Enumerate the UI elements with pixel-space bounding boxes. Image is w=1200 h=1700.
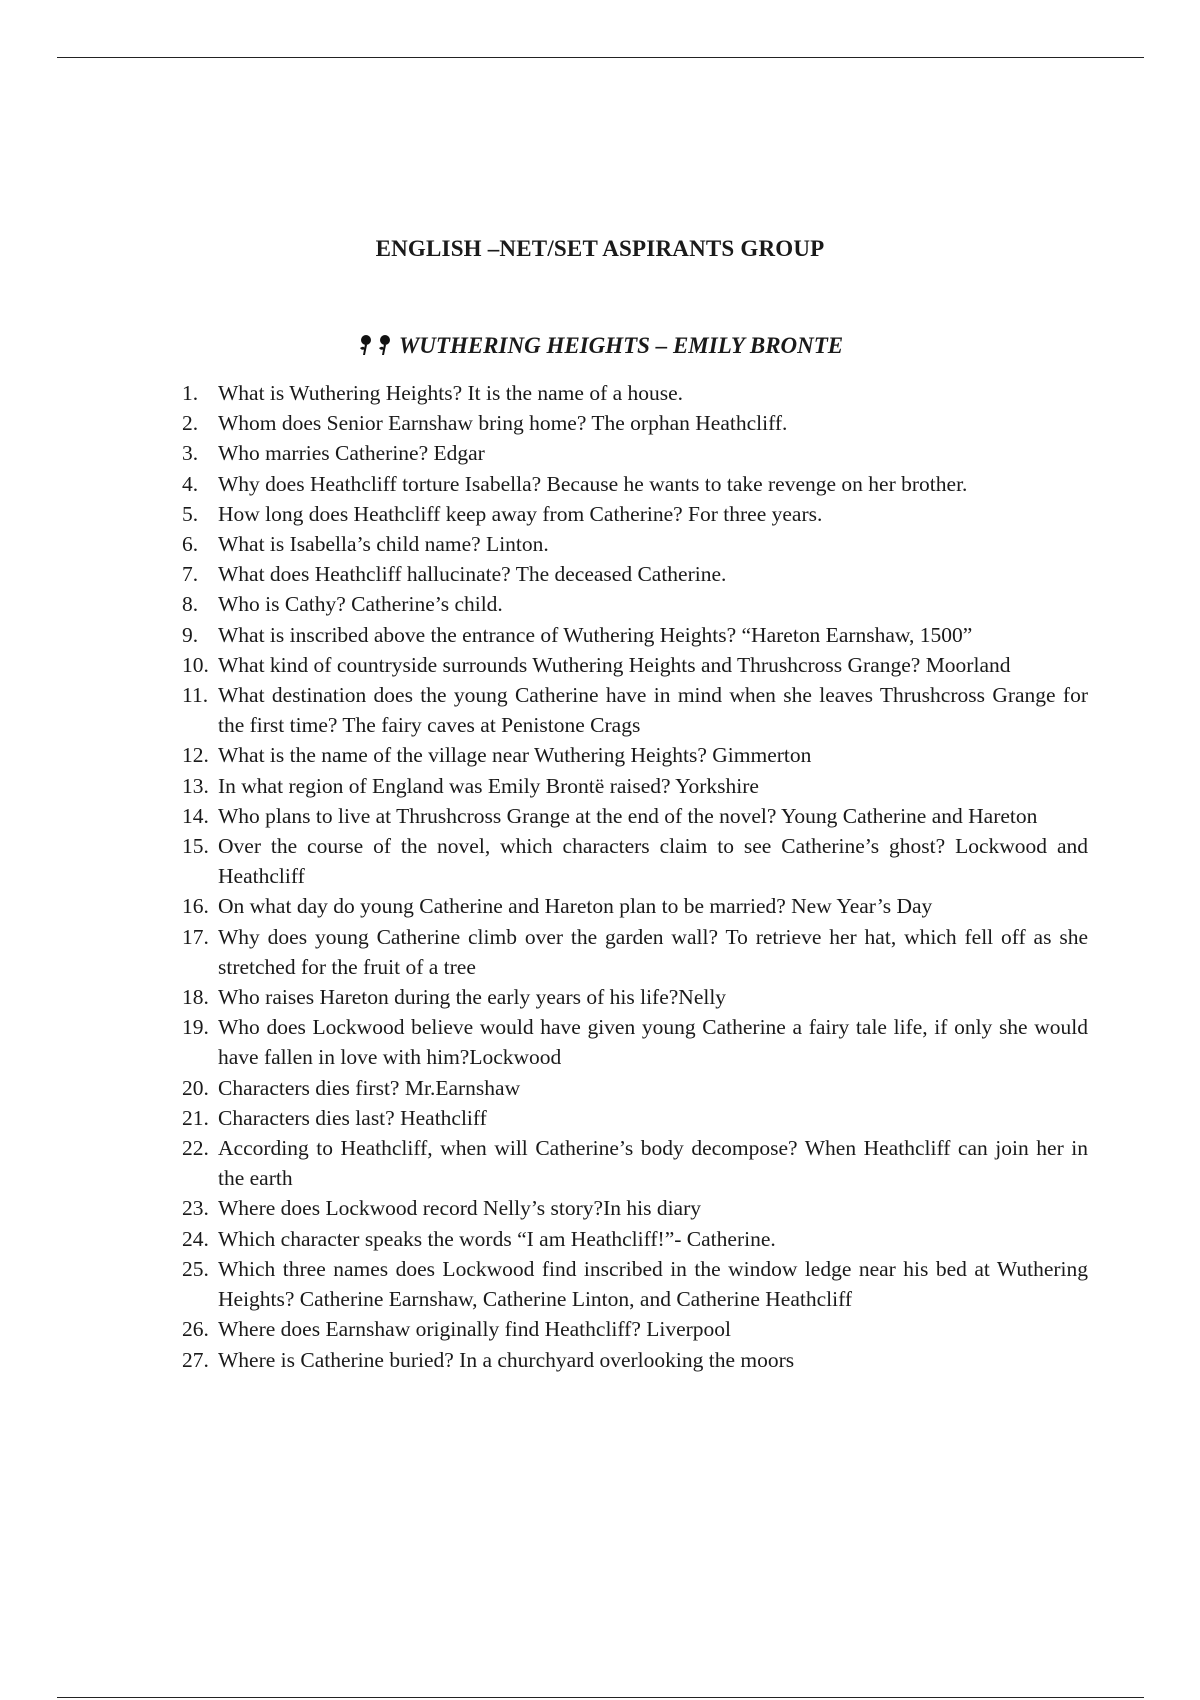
list-item-number: 14. <box>182 803 209 828</box>
list-item-number: 20. <box>182 1075 209 1100</box>
list-item-number: 27. <box>182 1347 209 1372</box>
page-heading: ENGLISH –NET/SET ASPIRANTS GROUP <box>375 236 825 261</box>
list-item <box>182 1133 1088 1193</box>
list-item-number: 18. <box>182 985 209 1010</box>
list-item <box>182 680 1088 740</box>
bottom-rule <box>57 1697 1144 1698</box>
list-item-number: 13. <box>182 773 209 798</box>
list-item-text: In what region of England was Emily Brontë raised? Yorkshire <box>218 773 759 798</box>
top-rule <box>57 57 1144 58</box>
list-item-text: What kind of countryside surrounds Wuthering Heights and Thrushcross Grange? Moorland <box>218 652 1011 677</box>
question-list <box>182 378 1088 1375</box>
list-item <box>182 801 1088 831</box>
list-item-text: What does Heathcliff hallucinate? The deceased Catherine. <box>218 562 727 587</box>
list-item-text: Which character speaks the words “I am Heathcliff!”- Catherine. <box>218 1226 776 1251</box>
list-item-number: 16. <box>182 894 209 919</box>
list-item <box>182 589 1088 619</box>
list-item-number: 9. <box>182 622 199 647</box>
list-item-number: 17. <box>182 924 209 949</box>
list-item <box>182 559 1088 589</box>
list-item-number: 10. <box>182 652 209 677</box>
list-item-number: 19. <box>182 1015 209 1040</box>
list-item <box>182 1314 1088 1344</box>
list-item-text: Where is Catherine buried? In a churchyard overlooking the moors <box>218 1347 795 1372</box>
list-item-number: 6. <box>182 532 199 557</box>
list-item <box>182 650 1088 680</box>
list-item-text: Whom does Senior Earnshaw bring home? The orphan Heathcliff. <box>218 411 788 436</box>
list-item-number: 26. <box>182 1317 209 1342</box>
list-item-text: According to Heathcliff, when will Catherine’s body decompose? When Heathcliff can join her in the earth <box>218 1136 1088 1191</box>
list-item-number: 12. <box>182 743 209 768</box>
list-item-text: Why does Heathcliff torture Isabella? Because he wants to take revenge on her brother. <box>218 471 968 496</box>
list-item-text: Where does Earnshaw originally find Heathcliff? Liverpool <box>218 1317 732 1342</box>
list-item-text: Why does young Catherine climb over the garden wall? To retrieve her hat, which fell off as she stretched for the fruit of a tree <box>218 924 1088 979</box>
list-item-text: Who is Cathy? Catherine’s child. <box>218 592 503 617</box>
list-item-number: 8. <box>182 592 199 617</box>
list-item <box>182 1073 1088 1103</box>
section-title <box>0 333 1200 362</box>
list-item-text: How long does Heathcliff keep away from Catherine? For three years. <box>218 501 823 526</box>
list-item <box>182 982 1088 1012</box>
list-item <box>182 378 1088 408</box>
list-item-text: Who does Lockwood believe would have given young Catherine a fairy tale life, if only she would have fallen in love with him?Lockwood <box>218 1015 1088 1070</box>
rose-icon <box>357 334 397 362</box>
list-item <box>182 1012 1088 1072</box>
list-item-text: On what day do young Catherine and Hareton plan to be married? New Year’s Day <box>218 894 933 919</box>
list-item-number: 21. <box>182 1105 209 1130</box>
list-item <box>182 408 1088 438</box>
list-item <box>182 1193 1088 1223</box>
list-item-text: What is inscribed above the entrance of Wuthering Heights? “Hareton Earnshaw, 1500” <box>218 622 973 647</box>
list-item <box>182 1224 1088 1254</box>
list-item-text: Where does Lockwood record Nelly’s story?In his diary <box>218 1196 702 1221</box>
list-item-number: 25. <box>182 1256 209 1281</box>
list-item-text: Who raises Hareton during the early years of his life?Nelly <box>218 985 727 1010</box>
list-item <box>182 740 1088 770</box>
list-item <box>182 438 1088 468</box>
list-item-text: Characters dies first? Mr.Earnshaw <box>218 1075 521 1100</box>
list-item-number: 5. <box>182 501 199 526</box>
list-item <box>182 771 1088 801</box>
list-item-number: 11. <box>182 683 209 708</box>
list-item-text: Which three names does Lockwood find inscribed in the window ledge near his bed at Wuthering Heights? Catherine Earnshaw, Catherine Linton, and Catherine Heathcliff <box>218 1256 1088 1312</box>
section-title-text: WUTHERING HEIGHTS – EMILY BRONTE <box>398 333 844 358</box>
list-item-number: 7. <box>182 562 199 587</box>
list-item-text: What is Wuthering Heights? It is the name of a house. <box>218 381 684 405</box>
list-item <box>182 1345 1088 1375</box>
list-item-number: 23. <box>182 1196 209 1221</box>
list-item <box>182 529 1088 559</box>
list-item-text: What is the name of the village near Wuthering Heights? Gimmerton <box>218 743 812 768</box>
list-item-text: What is Isabella’s child name? Linton. <box>218 532 549 557</box>
list-item <box>182 1254 1088 1314</box>
list-item <box>182 891 1088 921</box>
list-item <box>182 831 1088 891</box>
list-item-number: 2. <box>182 411 199 436</box>
list-item <box>182 922 1088 982</box>
list-item-number: 22. <box>182 1136 209 1161</box>
list-item-text: What destination does the young Catherine have in mind when she leaves Thrushcross Grange for the first time? The fairy caves at Penistone Crags <box>218 683 1088 738</box>
list-item-text: Over the course of the novel, which characters claim to see Catherine’s ghost? Lockwood and Heathcliff <box>218 834 1088 889</box>
list-item-text: Characters dies last? Heathcliff <box>218 1105 487 1130</box>
list-item-text: Who plans to live at Thrushcross Grange at the end of the novel? Young Catherine and Hareton <box>218 803 1038 828</box>
list-item-number: 15. <box>182 834 209 859</box>
list-item <box>182 1103 1088 1133</box>
list-item-text: Who marries Catherine? Edgar <box>218 441 485 466</box>
list-item <box>182 499 1088 529</box>
list-item-number: 1. <box>182 381 199 405</box>
list-item <box>182 620 1088 650</box>
list-item-number: 3. <box>182 441 199 466</box>
list-item-number: 4. <box>182 471 199 496</box>
list-item-number: 24. <box>182 1226 209 1251</box>
list-item <box>182 469 1088 499</box>
